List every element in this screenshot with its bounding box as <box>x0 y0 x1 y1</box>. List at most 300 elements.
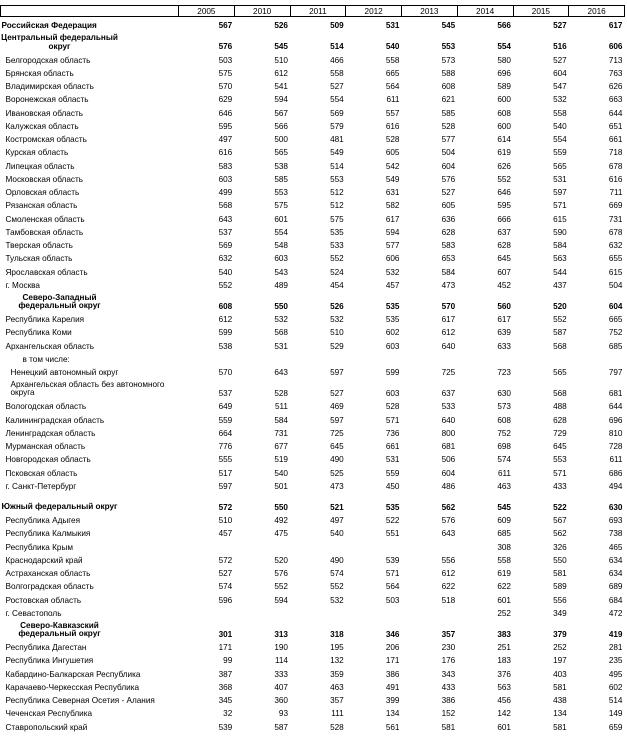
value-cell: 465 <box>608 542 623 552</box>
value-cell: 134 <box>553 709 567 719</box>
value-cell: 571 <box>385 415 400 425</box>
value-cell <box>234 605 290 618</box>
value-cell: 535 <box>385 502 400 512</box>
value-cell: 681 <box>441 442 456 451</box>
value-cell: 111 <box>331 709 344 719</box>
value-cell: 609 <box>497 516 511 525</box>
value-cell: 631 <box>385 188 400 197</box>
table-row <box>1 591 625 604</box>
value-cell: 419 <box>608 629 623 639</box>
value-cell: 584 <box>441 267 456 277</box>
table-row <box>1 104 625 117</box>
year-header: 2012 <box>346 6 402 17</box>
value-cell: 567 <box>274 108 288 118</box>
value-cell: 564 <box>385 582 400 592</box>
value-cell: 617 <box>497 315 511 324</box>
value-cell: 528 <box>274 389 288 398</box>
value-cell: 644 <box>608 108 623 118</box>
value-cell: 686 <box>608 468 623 478</box>
value-cell: 616 <box>385 121 400 131</box>
value-cell: 386 <box>385 669 400 679</box>
region-name: Ненецкий автономный округ <box>10 368 119 377</box>
value-cell: 171 <box>218 643 233 652</box>
value-cell <box>234 351 290 364</box>
year-header: 2016 <box>569 6 625 17</box>
value-cell: 486 <box>441 481 456 491</box>
value-cell: 488 <box>553 402 567 412</box>
region-name: Тверская область <box>5 241 73 250</box>
value-cell: 599 <box>385 368 400 377</box>
table-row <box>1 224 625 237</box>
value-cell: 572 <box>218 555 233 565</box>
value-cell: 573 <box>497 402 511 412</box>
value-cell <box>346 605 402 618</box>
region-name: Белгородская область <box>5 55 91 65</box>
value-cell: 379 <box>553 629 567 639</box>
table-row <box>1 718 625 731</box>
value-cell: 603 <box>218 174 233 184</box>
value-cell: 619 <box>497 148 511 158</box>
value-cell: 544 <box>553 267 567 277</box>
value-cell: 490 <box>330 555 344 565</box>
region-name: Московская область <box>5 174 83 184</box>
value-cell: 637 <box>497 227 511 237</box>
value-cell: 195 <box>330 643 344 652</box>
value-cell: 595 <box>218 121 233 131</box>
value-cell: 628 <box>553 415 567 425</box>
value-cell: 576 <box>274 569 288 578</box>
value-cell: 526 <box>274 21 288 31</box>
value-cell: 540 <box>553 121 567 131</box>
value-cell: 540 <box>385 42 400 52</box>
value-cell: 526 <box>330 301 344 311</box>
table-row <box>1 364 625 377</box>
region-name: Южный федеральный округ <box>1 502 118 512</box>
value-cell: 473 <box>441 280 456 290</box>
region-name: Волгоградская область <box>5 582 94 592</box>
region-name: Ставропольский край <box>5 722 88 732</box>
region-name: Республика Калмыкия <box>5 529 91 539</box>
table-row <box>1 665 625 678</box>
value-cell: 584 <box>553 241 567 250</box>
value-cell: 346 <box>385 629 400 639</box>
value-cell <box>402 605 458 618</box>
value-cell: 605 <box>385 148 400 158</box>
value-cell: 636 <box>441 214 456 224</box>
region-name: Северо-Западный федеральный округ <box>18 292 101 311</box>
value-cell: 433 <box>441 682 456 692</box>
value-cell: 659 <box>608 722 623 732</box>
federal-district-row <box>1 30 625 51</box>
value-cell: 518 <box>441 595 456 605</box>
value-cell: 580 <box>497 55 511 65</box>
value-cell: 574 <box>497 455 511 465</box>
value-cell: 514 <box>330 161 344 171</box>
value-cell: 503 <box>385 595 400 605</box>
value-cell: 601 <box>274 214 288 224</box>
value-cell: 527 <box>218 569 233 578</box>
value-cell: 752 <box>608 328 623 338</box>
value-cell: 553 <box>553 455 567 465</box>
value-cell: 661 <box>385 442 400 451</box>
value-cell: 556 <box>441 555 456 565</box>
value-cell: 553 <box>274 188 288 197</box>
table-row <box>1 157 625 170</box>
value-cell: 403 <box>553 669 567 679</box>
value-cell: 669 <box>608 201 623 211</box>
value-cell: 550 <box>274 502 288 512</box>
table-row <box>1 311 625 324</box>
value-cell: 497 <box>330 516 344 525</box>
value-cell: 663 <box>608 95 623 105</box>
value-cell: 572 <box>218 502 233 512</box>
value-cell: 32 <box>223 709 233 719</box>
value-cell: 552 <box>553 315 567 324</box>
value-cell: 731 <box>608 214 623 224</box>
region-name: Республика Карелия <box>5 315 85 324</box>
region-name: Республика Ингушетия <box>5 656 94 666</box>
value-cell: 545 <box>274 42 288 52</box>
value-cell: 566 <box>497 21 511 31</box>
table-row <box>1 652 625 665</box>
table-row <box>1 210 625 223</box>
value-cell: 645 <box>330 442 344 451</box>
value-cell: 581 <box>441 722 456 732</box>
value-cell: 456 <box>497 696 511 705</box>
value-cell: 149 <box>608 709 623 719</box>
value-cell: 622 <box>497 582 511 592</box>
value-cell: 510 <box>330 328 344 338</box>
value-cell: 539 <box>385 555 400 565</box>
value-cell: 569 <box>330 108 344 118</box>
value-cell: 516 <box>553 42 567 52</box>
value-cell: 509 <box>330 21 344 31</box>
value-cell: 607 <box>497 267 511 277</box>
value-cell <box>346 538 402 551</box>
value-cell: 433 <box>553 481 567 491</box>
region-name: Смоленская область <box>5 214 85 224</box>
value-cell: 611 <box>386 95 400 105</box>
value-cell: 171 <box>385 656 400 666</box>
region-name: Карачаево-Черкесская Республика <box>5 682 140 692</box>
value-cell: 554 <box>497 42 511 52</box>
region-name: г. Севастополь <box>5 608 62 618</box>
value-cell: 537 <box>218 227 233 237</box>
value-cell: 552 <box>330 582 344 592</box>
value-cell: 313 <box>274 629 288 639</box>
value-cell: 644 <box>608 402 623 412</box>
region-name: Архангельская область без автономного округа <box>10 379 165 398</box>
value-cell: 577 <box>385 241 400 250</box>
value-cell: 611 <box>497 468 511 478</box>
value-cell: 763 <box>608 68 623 78</box>
value-cell: 615 <box>608 267 623 277</box>
table-row <box>1 337 625 350</box>
value-cell: 645 <box>553 442 567 451</box>
region-name: Ивановская область <box>5 108 83 118</box>
table-row <box>1 78 625 91</box>
value-cell: 183 <box>497 656 511 666</box>
value-cell: 514 <box>330 42 344 52</box>
value-cell: 521 <box>330 502 344 512</box>
value-cell: 685 <box>608 341 623 351</box>
value-cell: 359 <box>330 669 344 679</box>
value-cell: 646 <box>218 108 233 118</box>
value-cell: 206 <box>385 643 400 652</box>
value-cell: 665 <box>608 315 623 324</box>
value-cell: 643 <box>218 214 233 224</box>
value-cell: 552 <box>497 174 511 184</box>
value-cell: 646 <box>497 188 511 197</box>
value-cell: 689 <box>608 582 623 592</box>
value-cell: 562 <box>441 502 456 512</box>
table-row <box>1 171 625 184</box>
table-row <box>1 131 625 144</box>
value-cell: 597 <box>218 481 233 491</box>
value-cell: 559 <box>385 468 400 478</box>
value-cell: 604 <box>441 468 456 478</box>
value-cell: 579 <box>330 121 344 131</box>
table-row <box>1 639 625 652</box>
value-cell: 491 <box>385 682 400 692</box>
table-row <box>1 525 625 538</box>
value-cell: 558 <box>497 555 511 565</box>
value-cell: 142 <box>497 709 511 719</box>
table-row <box>1 425 625 438</box>
value-cell: 532 <box>274 315 288 324</box>
region-name: Орловская область <box>5 188 80 197</box>
value-cell: 626 <box>497 161 511 171</box>
federal-district-row <box>1 290 625 311</box>
value-cell: 565 <box>553 368 567 377</box>
value-cell: 520 <box>274 555 288 565</box>
value-cell: 552 <box>274 582 288 592</box>
value-cell: 535 <box>330 227 344 237</box>
region-name: Костромская область <box>5 135 87 144</box>
value-cell: 723 <box>497 368 511 377</box>
value-cell: 583 <box>441 241 456 250</box>
year-header: 2011 <box>290 6 346 17</box>
value-cell: 473 <box>330 481 344 491</box>
region-name: Республика Дагестан <box>5 643 87 652</box>
value-cell: 497 <box>218 135 233 144</box>
value-cell: 522 <box>385 516 400 525</box>
value-cell: 776 <box>218 442 233 451</box>
value-cell: 93 <box>278 709 288 719</box>
value-cell: 810 <box>608 428 623 438</box>
value-cell: 664 <box>218 428 233 438</box>
value-cell: 251 <box>497 643 511 652</box>
value-cell: 637 <box>441 389 456 398</box>
value-cell: 568 <box>553 389 567 398</box>
value-cell: 651 <box>608 121 623 131</box>
value-cell: 252 <box>553 643 567 652</box>
value-cell: 551 <box>385 529 400 539</box>
table-row <box>1 184 625 197</box>
value-cell: 681 <box>608 389 623 398</box>
value-cell: 581 <box>553 722 567 732</box>
table-row <box>1 692 625 705</box>
value-cell: 114 <box>274 656 288 666</box>
federal-district-row <box>1 618 625 639</box>
value-cell: 728 <box>608 442 623 451</box>
value-cell: 197 <box>553 656 567 666</box>
value-cell: 614 <box>497 135 511 144</box>
value-cell: 553 <box>441 42 456 52</box>
value-cell: 562 <box>553 529 567 539</box>
year-header: 2005 <box>179 6 235 17</box>
value-cell: 190 <box>274 643 288 652</box>
value-cell: 594 <box>385 227 400 237</box>
value-cell: 600 <box>497 121 511 131</box>
region-name: Мурманская область <box>5 442 86 451</box>
value-cell <box>402 538 458 551</box>
value-cell: 235 <box>608 656 623 666</box>
value-cell: 533 <box>441 402 456 412</box>
value-cell: 532 <box>553 95 567 105</box>
value-cell: 731 <box>274 428 288 438</box>
value-cell: 643 <box>441 529 456 539</box>
value-cell: 617 <box>441 315 456 324</box>
value-cell: 629 <box>218 95 233 105</box>
value-cell: 552 <box>330 254 344 264</box>
value-cell: 718 <box>608 148 623 158</box>
value-cell: 504 <box>608 280 623 290</box>
table-row <box>1 351 625 364</box>
value-cell: 571 <box>385 569 400 578</box>
region-name: Тамбовская область <box>5 227 84 237</box>
value-cell: 594 <box>274 95 288 105</box>
value-cell: 503 <box>218 55 233 65</box>
table-row <box>1 144 625 157</box>
value-cell: 602 <box>608 682 623 692</box>
value-cell: 587 <box>274 722 288 732</box>
table-row <box>1 411 625 424</box>
value-cell: 608 <box>218 301 233 311</box>
value-cell: 725 <box>441 368 456 377</box>
value-cell: 565 <box>553 161 567 171</box>
header-row <box>1 6 625 17</box>
value-cell: 134 <box>385 709 400 719</box>
value-cell: 457 <box>218 529 233 539</box>
value-cell: 525 <box>330 468 344 478</box>
value-cell: 566 <box>274 121 288 131</box>
region-name: Северо-Кавказский федеральный округ <box>18 620 101 639</box>
value-cell: 612 <box>441 569 456 578</box>
value-cell: 376 <box>497 669 511 679</box>
value-cell: 729 <box>553 428 567 438</box>
value-cell: 585 <box>441 108 456 118</box>
value-cell: 500 <box>274 135 288 144</box>
table-row <box>1 118 625 131</box>
value-cell: 528 <box>385 402 400 412</box>
region-name: г. Санкт-Петербург <box>5 481 77 491</box>
value-cell: 533 <box>330 241 344 250</box>
value-cell: 387 <box>218 669 233 679</box>
table-row <box>1 197 625 210</box>
table-row <box>1 324 625 337</box>
value-cell: 528 <box>385 135 400 144</box>
region-name: Тульская область <box>5 254 73 264</box>
value-cell: 571 <box>553 201 567 211</box>
value-cell: 554 <box>553 135 567 144</box>
value-cell: 463 <box>497 481 511 491</box>
value-cell: 797 <box>608 368 623 377</box>
value-cell: 585 <box>274 174 288 184</box>
value-cell: 492 <box>274 516 288 525</box>
region-name: Краснодарский край <box>5 555 83 565</box>
value-cell: 318 <box>330 629 344 639</box>
value-cell <box>513 351 569 364</box>
table-row <box>1 237 625 250</box>
value-cell: 615 <box>553 214 567 224</box>
value-cell: 655 <box>608 254 623 264</box>
value-cell: 604 <box>608 301 623 311</box>
value-cell <box>234 538 290 551</box>
value-cell: 573 <box>441 55 456 65</box>
value-cell: 738 <box>608 529 623 539</box>
table-row <box>1 705 625 718</box>
value-cell: 490 <box>330 455 344 465</box>
region-name: Астраханская область <box>5 569 91 578</box>
value-cell: 528 <box>330 722 344 732</box>
value-cell: 386 <box>441 696 456 705</box>
value-cell: 545 <box>497 502 511 512</box>
value-cell: 696 <box>497 68 511 78</box>
region-name: г. Москва <box>5 280 40 290</box>
value-cell: 666 <box>497 214 511 224</box>
value-cell: 457 <box>385 280 400 290</box>
value-cell: 563 <box>497 682 511 692</box>
value-cell: 633 <box>497 341 511 351</box>
value-cell: 603 <box>385 341 400 351</box>
value-cell: 349 <box>553 608 567 618</box>
value-cell: 510 <box>274 55 288 65</box>
value-cell: 570 <box>218 368 233 377</box>
value-cell <box>179 538 235 551</box>
value-cell: 608 <box>441 82 456 91</box>
value-cell: 626 <box>608 82 623 91</box>
value-cell: 589 <box>553 582 567 592</box>
value-cell: 531 <box>553 174 567 184</box>
value-cell: 597 <box>553 188 567 197</box>
value-cell: 501 <box>274 481 288 491</box>
value-cell: 575 <box>218 68 233 78</box>
table-row <box>1 605 625 618</box>
value-cell: 527 <box>330 82 344 91</box>
value-cell: 549 <box>330 148 344 158</box>
value-cell: 438 <box>553 696 567 705</box>
value-cell: 590 <box>553 227 567 237</box>
value-cell: 617 <box>385 214 400 224</box>
value-cell: 596 <box>218 595 233 605</box>
value-cell: 563 <box>553 254 567 264</box>
value-cell: 588 <box>441 68 456 78</box>
value-cell: 632 <box>608 241 623 250</box>
value-cell <box>402 351 458 364</box>
table-row <box>1 552 625 565</box>
value-cell: 540 <box>218 267 233 277</box>
value-cell: 568 <box>218 201 233 211</box>
year-header: 2014 <box>457 6 513 17</box>
value-cell: 594 <box>274 595 288 605</box>
value-cell: 514 <box>608 696 623 705</box>
value-cell: 569 <box>218 241 233 250</box>
value-cell: 661 <box>608 135 623 144</box>
value-cell: 711 <box>609 188 623 197</box>
value-cell: 587 <box>553 328 567 338</box>
value-cell <box>346 351 402 364</box>
